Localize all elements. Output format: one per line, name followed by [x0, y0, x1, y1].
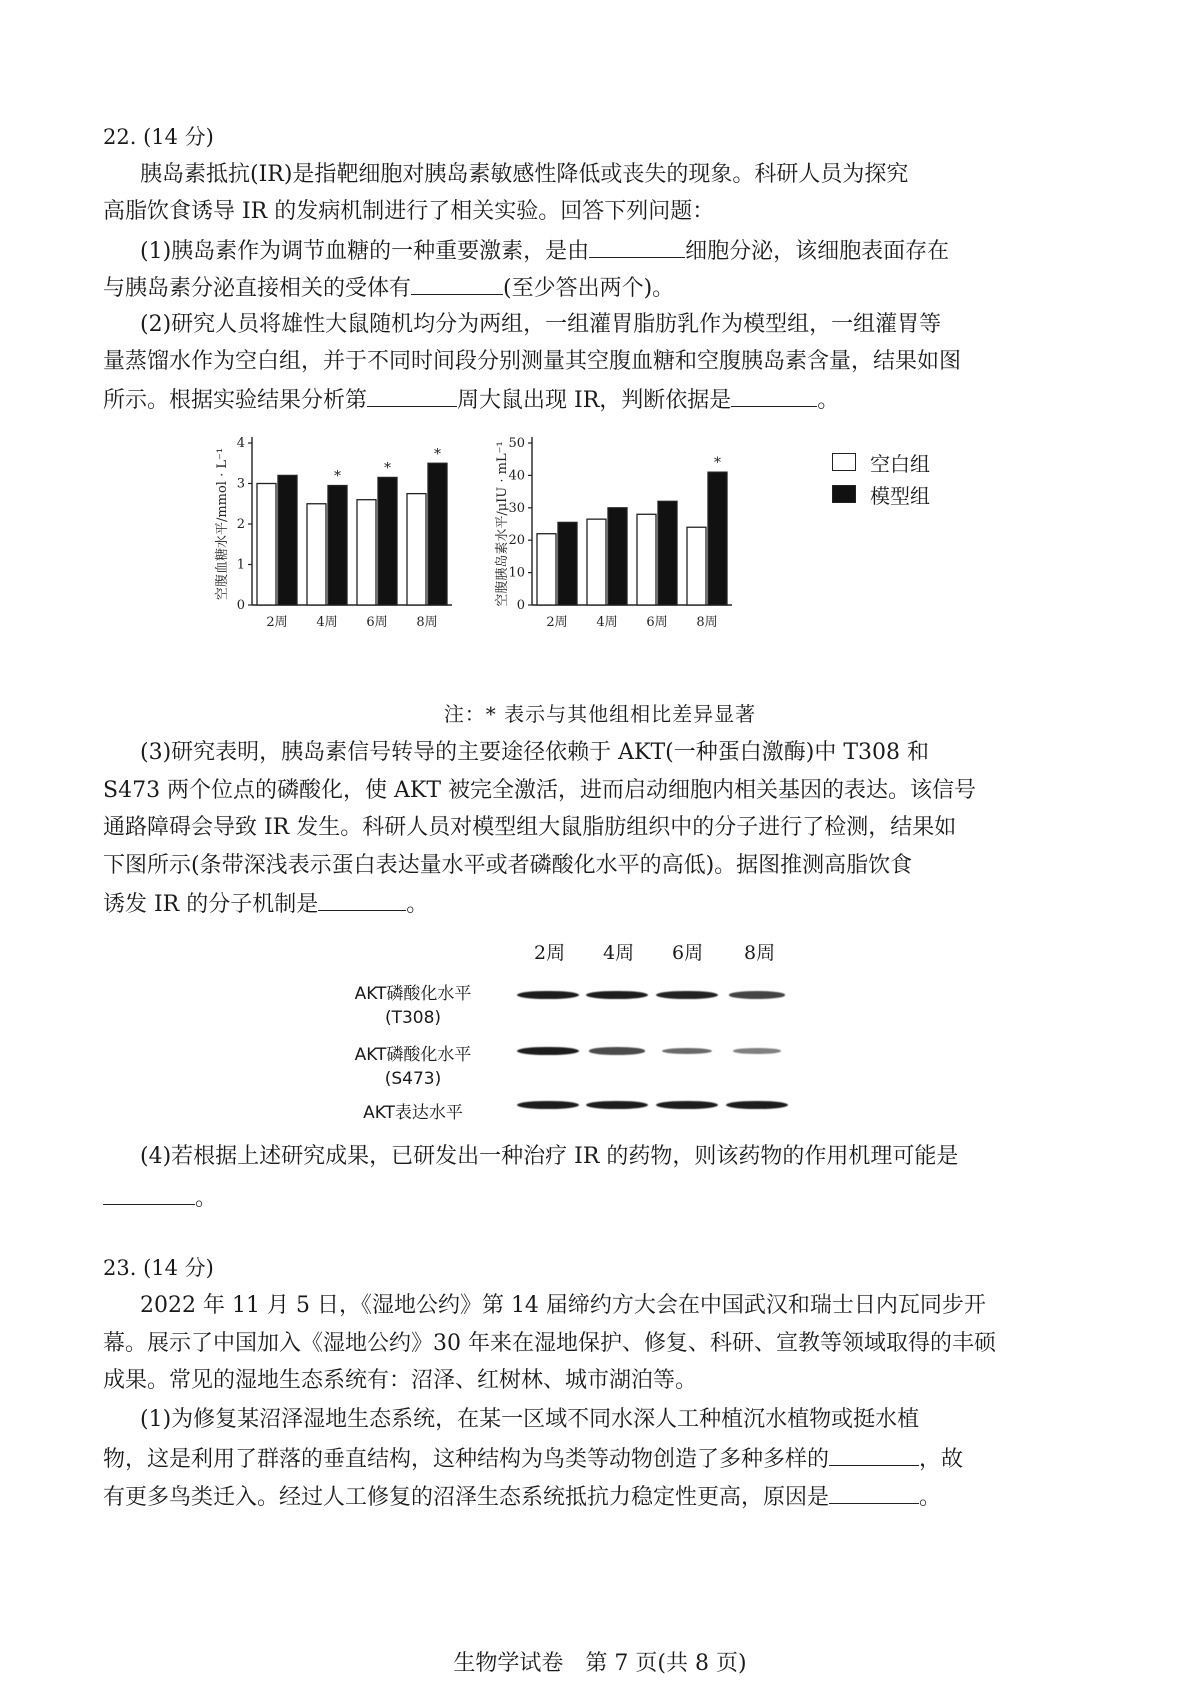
blot-row-label-akt: [318, 1101, 508, 1125]
q22-part3-line-5: [103, 888, 428, 920]
q22-part3-line-4: 下图所示(条带深浅表示蛋白表达量水平或者磷酸化水平的高低)。据图推测高脂饮食: [103, 853, 913, 878]
insulin-bar-chart: [480, 425, 770, 685]
q22-part2-line-3: [103, 384, 839, 416]
bar-model-group: [608, 508, 627, 605]
y-tick-label: 50: [508, 436, 525, 451]
blot-band: [656, 1101, 719, 1110]
y-tick-label: 0: [516, 598, 525, 613]
answer-blank[interactable]: [103, 1182, 195, 1205]
legend-swatch-blank: [832, 453, 856, 471]
q22-part4-text-b: 。: [195, 1186, 218, 1211]
q22-part1-line-1: [140, 235, 949, 267]
q22-part1-text-b: 细胞分泌，该细胞表面存在: [685, 239, 950, 264]
q22-intro-line-2: 高脂饮食诱导 IR 的发病机制进行了相关实验。回答下列问题：: [103, 199, 715, 224]
x-tick-label: 2周: [266, 615, 288, 630]
x-tick-label: 6周: [646, 615, 668, 630]
blot-row-label-line: (T308): [384, 1008, 442, 1028]
blot-column-label: 4周: [603, 942, 635, 964]
q22-part2-line-2: 量蒸馏水作为空白组，并于不同时间段分别测量其空腹血糖和空腹胰岛素含量，结果如图: [103, 349, 962, 374]
legend-item-blank: [832, 452, 952, 476]
blot-band: [726, 1101, 789, 1110]
bar-blank-group: [687, 527, 706, 605]
answer-blank[interactable]: [731, 384, 817, 407]
blot-band: [662, 1048, 713, 1054]
blot-column-label: 2周: [534, 942, 566, 964]
q22-part2-text-c: 。: [817, 388, 840, 413]
answer-blank[interactable]: [589, 235, 685, 258]
answer-blank[interactable]: [829, 1443, 919, 1466]
q22-part4-line-1: (4)若根据上述研究成果，已研发出一种治疗 IR 的药物，则该药物的作用机理可能是: [140, 1144, 959, 1169]
x-tick-label: 8周: [696, 615, 718, 630]
q22-heading: 22. (14 分): [103, 125, 214, 149]
blot-row-label-line: AKT表达水平: [363, 1103, 463, 1123]
bar-blank-group: [407, 494, 426, 605]
q23-part1-text-d: 。: [919, 1485, 942, 1510]
q22-part4-line-2: [103, 1182, 217, 1214]
q22-part3-line-3: 通路障碍会导致 IR 发生。科研人员对模型组大鼠脂肪组织中的分子进行了检测，结果如: [103, 815, 957, 840]
answer-blank[interactable]: [367, 384, 457, 407]
significance-mark: *: [434, 446, 441, 463]
bar-blank-group: [587, 519, 606, 605]
q22-part3-line-1: (3)研究表明，胰岛素信号转导的主要途径依赖于 AKT(一种蛋白激酶)中 T308 和: [140, 740, 929, 765]
q22-part1-text-d: (至少答出两个)。: [503, 276, 675, 301]
x-tick-label: 8周: [416, 615, 438, 630]
x-tick-label: 2周: [546, 615, 568, 630]
q22-part2-line-1: (2)研究人员将雄性大鼠随机均分为两组，一组灌胃脂肪乳作为模型组，一组灌胃等: [140, 312, 942, 337]
bar-model-group: [278, 475, 297, 605]
blot-band: [586, 991, 649, 1000]
blot-row-label-s473: [318, 1043, 508, 1091]
q22-intro-line-1: 胰岛素抵抗(IR)是指靶细胞对胰岛素敏感性降低或丧失的现象。科研人员为探究: [140, 162, 909, 187]
q23-part1-line-3: [103, 1481, 941, 1513]
significance-mark: *: [714, 455, 721, 472]
q23-part1-text-c: 有更多鸟类迁入。经过人工修复的沼泽生态系统抵抗力稳定性更高，原因是: [103, 1485, 830, 1510]
significance-mark: *: [334, 468, 341, 485]
bar-model-group: [428, 463, 447, 605]
legend-label-blank: 空白组: [870, 452, 930, 476]
y-tick-label: 2: [236, 517, 245, 532]
q22-part3-text-b: 。: [406, 892, 429, 917]
significance-mark: *: [384, 460, 391, 477]
bar-model-group: [328, 486, 347, 605]
y-axis-label: 空腹胰岛素水平/μIU · mL⁻¹: [495, 441, 510, 607]
legend-swatch-model: [832, 485, 856, 503]
q23-part1-line-2: [103, 1443, 963, 1475]
y-tick-label: 1: [236, 557, 245, 573]
blot-band: [586, 1101, 649, 1110]
q22-part2-text-b: 周大鼠出现 IR，判断依据是: [457, 388, 732, 413]
q23-intro-line-3: 成果。常见的湿地生态系统有：沼泽、红树林、城市湖泊等。: [103, 1368, 698, 1393]
legend-item-model: [832, 484, 952, 508]
y-tick-label: 40: [508, 468, 525, 484]
blot-band: [589, 1047, 645, 1054]
blot-band: [656, 991, 718, 1000]
blot-band: [517, 1101, 580, 1110]
bar-blank-group: [307, 504, 326, 605]
y-axis-label: 空腹血糖水平/mmol · L⁻¹: [215, 447, 230, 601]
legend-label-model: 模型组: [870, 484, 930, 508]
blot-row-label-line: (S473): [384, 1069, 442, 1089]
blot-band: [517, 991, 580, 1000]
q23-part1-text-b: ，故: [919, 1447, 964, 1472]
q23-part1-line-1: (1)为修复某沼泽湿地生态系统，在某一区域不同水深人工种植沉水植物或挺水植: [140, 1407, 920, 1432]
bar-blank-group: [537, 534, 556, 605]
blot-column-label: 6周: [672, 942, 704, 964]
bar-model-group: [658, 501, 677, 605]
glucose-bar-chart: [210, 425, 470, 685]
q23-part1-text-a: 物，这是利用了群落的垂直结构，这种结构为鸟类等动物创造了多种多样的: [103, 1447, 830, 1472]
q22-part3-line-2: S473 两个位点的磷酸化，使 AKT 被完全激活，进而启动细胞内相关基因的表达。该信号: [103, 778, 977, 803]
y-tick-label: 3: [236, 476, 245, 492]
blot-row-label-line: AKT磷酸化水平: [354, 1045, 472, 1065]
blot-band: [729, 991, 786, 999]
y-tick-label: 20: [508, 533, 525, 549]
blot-row-label-line: AKT磷酸化水平: [354, 984, 472, 1004]
y-tick-label: 4: [236, 436, 245, 451]
q23-intro-line-2: 幕。展示了中国加入《湿地公约》30 年来在湿地保护、修复、科研、宣教等领域取得的丰硕: [103, 1331, 996, 1356]
page-footer: 生物学试卷 第 7 页(共 8 页): [453, 1651, 747, 1676]
answer-blank[interactable]: [411, 272, 503, 295]
bar-blank-group: [357, 500, 376, 605]
q22-part1-text-a: (1)胰岛素作为调节血糖的一种重要激素，是由: [140, 239, 590, 264]
y-tick-label: 10: [508, 565, 525, 581]
x-tick-label: 4周: [316, 615, 338, 630]
bar-blank-group: [257, 484, 276, 606]
blot-column-label: 8周: [744, 942, 776, 964]
blot-row-label-t308: [318, 982, 508, 1030]
blot-band: [733, 1048, 780, 1054]
q23-intro-line-1: 2022 年 11 月 5 日，《湿地公约》第 14 届缔约方大会在中国武汉和瑞士日内瓦同步开: [140, 1293, 986, 1318]
y-tick-label: 30: [508, 500, 525, 516]
bar-model-group: [708, 472, 727, 605]
blot-band: [517, 1047, 580, 1056]
answer-blank[interactable]: [318, 888, 406, 911]
bar-model-group: [558, 522, 577, 605]
x-tick-label: 6周: [366, 615, 388, 630]
q22-part3-text-a: 诱发 IR 的分子机制是: [103, 892, 319, 917]
y-tick-label: 0: [236, 598, 245, 613]
q22-part2-text-a: 所示。根据实验结果分析第: [103, 388, 368, 413]
q23-heading: 23. (14 分): [103, 1256, 214, 1280]
q22-part1-text-c: 与胰岛素分泌直接相关的受体有: [103, 276, 412, 301]
q22-part1-line-2: [103, 272, 674, 304]
bar-model-group: [378, 477, 397, 605]
answer-blank[interactable]: [829, 1481, 919, 1504]
bar-blank-group: [637, 514, 656, 605]
chart-note: 注：* 表示与其他组相比差异显著: [443, 702, 757, 726]
x-tick-label: 4周: [596, 615, 618, 630]
